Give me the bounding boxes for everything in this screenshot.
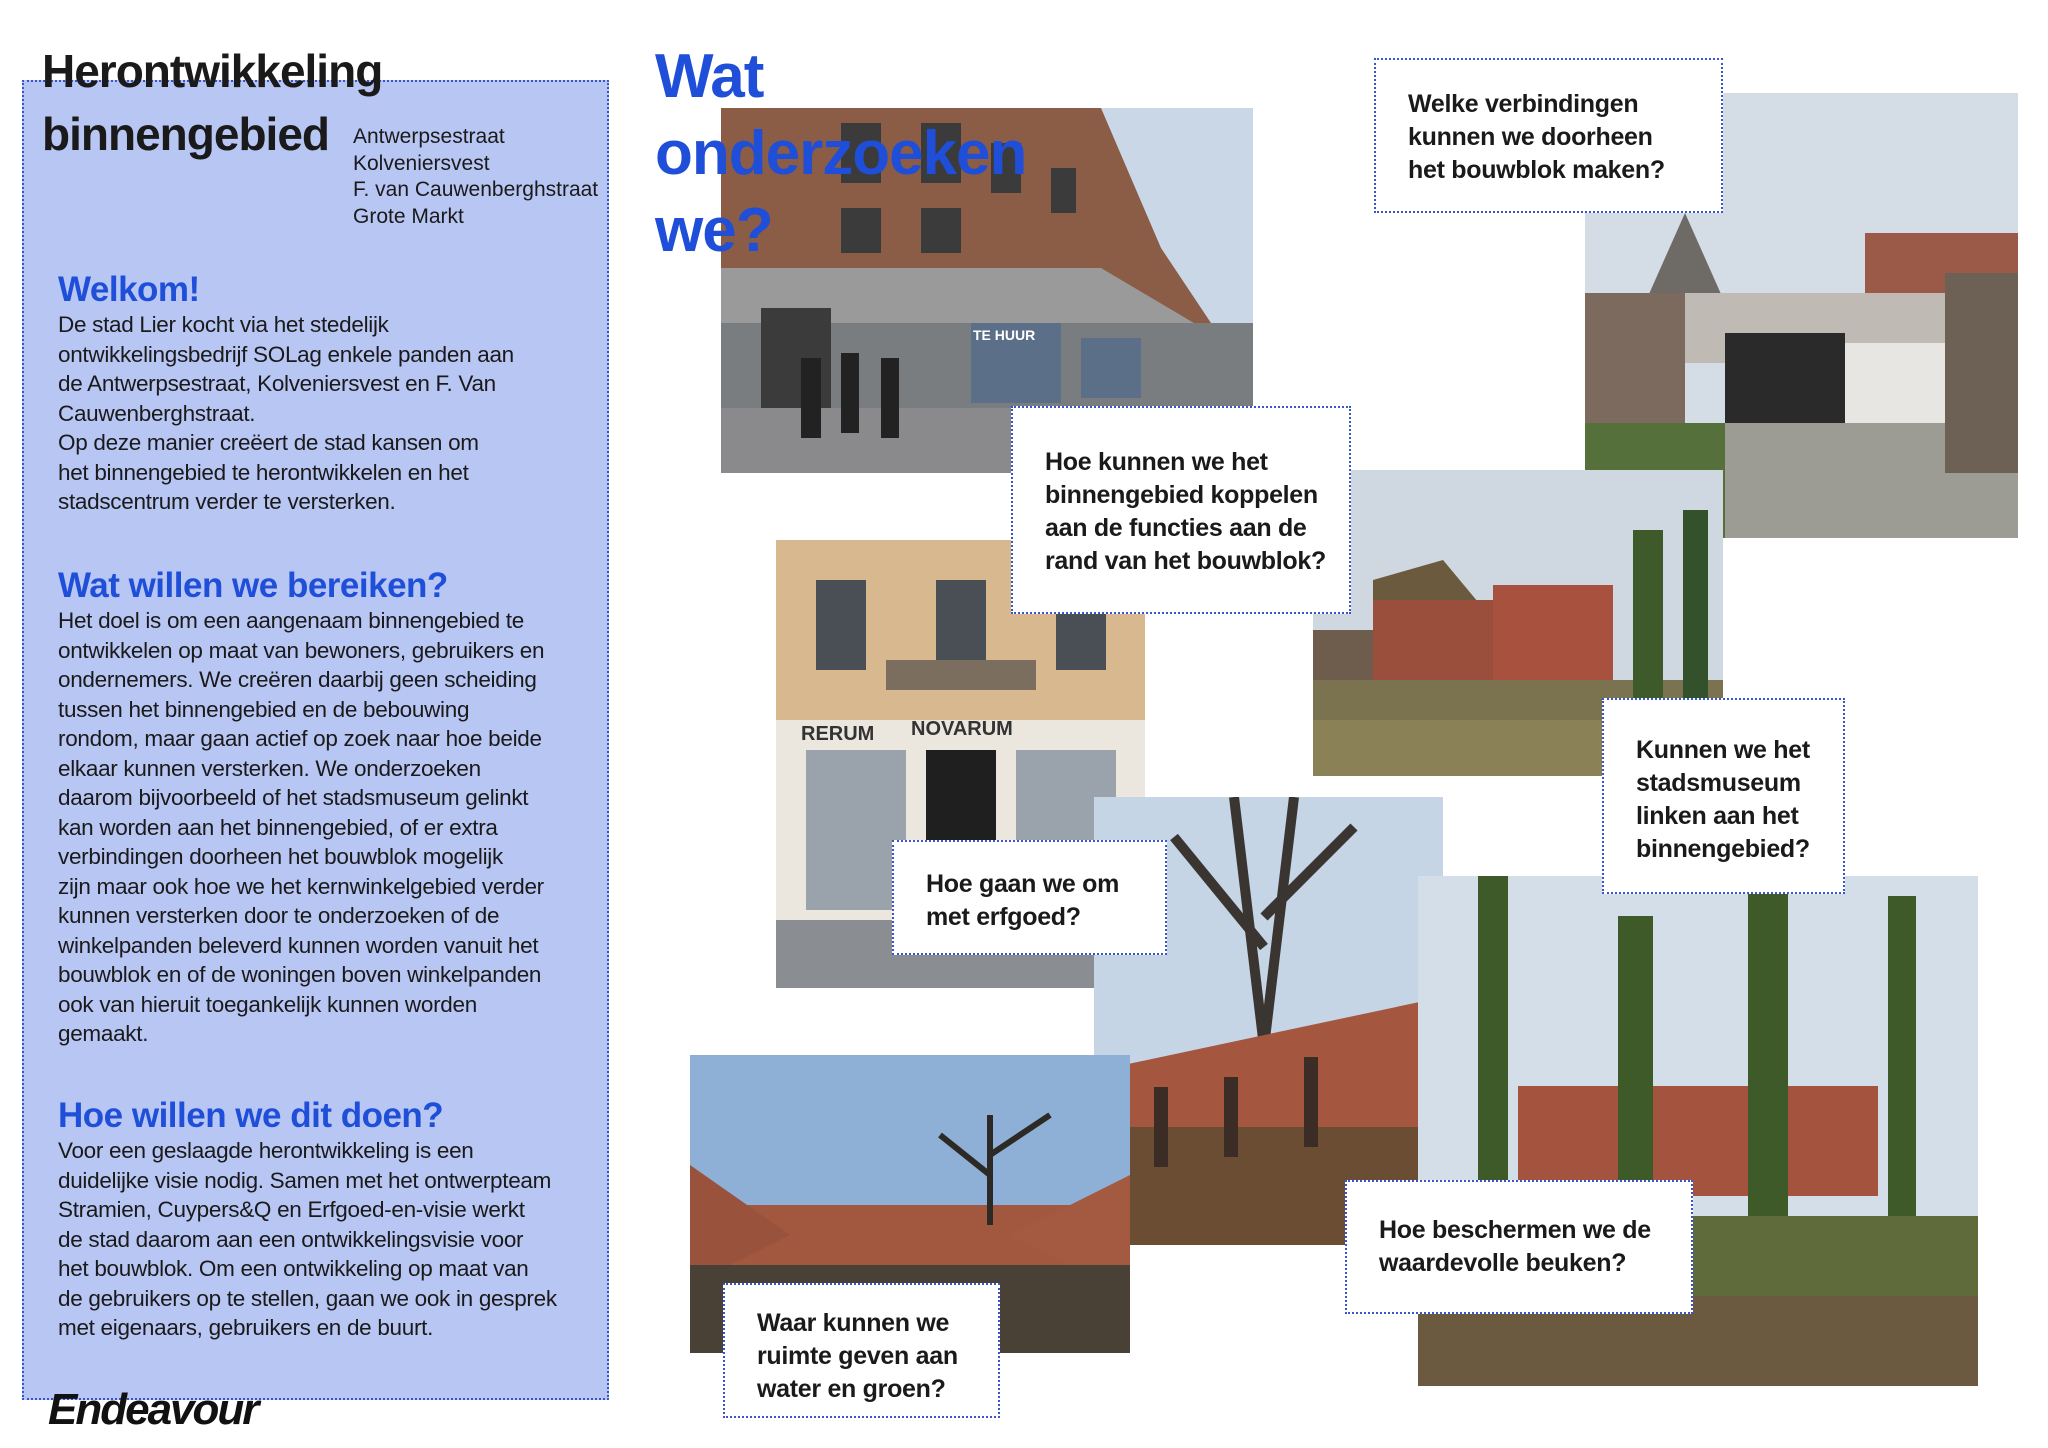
street-item: Kolveniersvest [353,151,490,175]
question-line: rand van het bouwblok? [1045,547,1326,575]
welcome-text [58,310,598,517]
street-item: Grote Markt [353,204,464,228]
text-line: ontwikkelingsbedrijf SOLag enkele panden aan [58,341,514,367]
question-line: waardevolle beuken? [1379,1249,1627,1277]
text-line: Voor een geslaagde herontwikkeling is een [58,1138,474,1163]
question-heritage [892,840,1167,955]
text-line: het binnengebied te herontwikkelen en het [58,459,469,485]
text-line: bouwblok en of de woningen boven winkelpanden [58,962,542,987]
text-line: Cauwenberghstraat. [58,400,256,426]
text-line: Stramien, Cuypers&Q en Erfgoed-en-visie werkt [58,1197,525,1222]
title-line-2: binnengebied [42,107,329,160]
text-line: ook van hieruit toegankelijk kunnen worden [58,991,477,1017]
street-item: F. van Cauwenberghstraat [353,178,599,201]
goal-heading: Wat willen we bereiken? [58,566,448,605]
heading-line: we? [655,196,773,265]
welcome-heading: Welkom! [58,270,200,309]
text-line: ontwikkelen op maat van bewoners, gebruikers en [58,637,545,663]
question-line: Kunnen we het [1636,736,1810,764]
question-couple [1011,406,1351,614]
question-museum [1602,698,1845,894]
text-line: daarom bijvoorbeeld of het stadsmuseum gelinkt [58,785,529,810]
street-item: Antwerpsestraat [353,125,505,148]
street-list [353,124,598,230]
text-line: tussen het binnengebied en de bebouwing [58,696,470,722]
text-line: kan worden aan het binnengebied, of er extra [58,814,498,840]
text-line: Op deze manier creëert de stad kansen om [58,430,479,455]
text-line: de gebruikers op te stellen, gaan we ook in gesprek [58,1285,557,1311]
research-heading [655,38,1026,269]
text-line: de Antwerpsestraat, Kolveniersvest en F. Van [58,371,496,396]
shop-sign-text: NOVARUM [911,718,1013,740]
text-line: ondernemers. We creëren daarbij geen scheiding [58,667,537,692]
approach-text [58,1136,598,1343]
text-line: kunnen versterken door te onderzoeken of de [58,903,500,928]
text-line: elkaar kunnen versterken. We onderzoeken [58,755,481,781]
question-connections [1374,58,1723,213]
text-line: het bouwblok. Om een ontwikkeling op maat van [58,1256,529,1281]
heading-line: onderzoeken [655,119,1027,188]
question-line: stadsmuseum [1636,769,1801,797]
question-line: water en groen? [757,1375,946,1403]
question-line: kunnen we doorheen [1408,123,1653,151]
text-line: met eigenaars, gebruikers en de buurt. [58,1315,434,1340]
question-line: Welke verbindingen [1408,90,1639,118]
endeavour-logo: Endeavour [48,1385,258,1434]
text-line: verbindingen doorheen het bouwblok mogelijk [58,844,503,869]
heading-line: Wat [655,42,764,111]
question-line: Hoe gaan we om [926,870,1120,898]
shop-sign-text: RERUM [801,723,875,745]
goal-text [58,606,598,1049]
text-line: de stad daarom aan een ontwikkelingsvisie voor [58,1226,524,1252]
approach-heading: Hoe willen we dit doen? [58,1096,444,1135]
question-line: Waar kunnen we [757,1309,950,1337]
question-beeches [1345,1180,1693,1314]
text-line: rondom, maar gaan actief op zoek naar hoe beide [58,726,542,751]
text-line: zijn maar ook hoe we het kernwinkelgebied verder [58,873,544,899]
question-line: het bouwblok maken? [1408,156,1665,184]
shop-sign-text: TE HUUR [973,327,1036,343]
text-line: De stad Lier kocht via het stedelijk [58,312,389,337]
title-line-1: Herontwikkeling [42,45,383,97]
question-line: aan de functies aan de [1045,514,1307,542]
question-line: linken aan het [1636,802,1799,830]
text-line: duidelijke visie nodig. Samen met het ontwerpteam [58,1167,552,1193]
text-line: winkelpanden beleverd kunnen worden vanuit het [58,932,539,958]
text-line: stadscentrum verder te versterken. [58,489,396,514]
question-line: binnengebied koppelen [1045,481,1318,509]
question-line: binnengebied? [1636,835,1810,863]
question-line: ruimte geven aan [757,1342,958,1370]
text-line: gemaakt. [58,1021,149,1046]
question-line: Hoe beschermen we de [1379,1216,1651,1244]
question-line: Hoe kunnen we het [1045,448,1268,476]
question-water [723,1283,1000,1418]
question-line: met erfgoed? [926,903,1081,931]
text-line: Het doel is om een aangenaam binnengebied te [58,608,524,633]
